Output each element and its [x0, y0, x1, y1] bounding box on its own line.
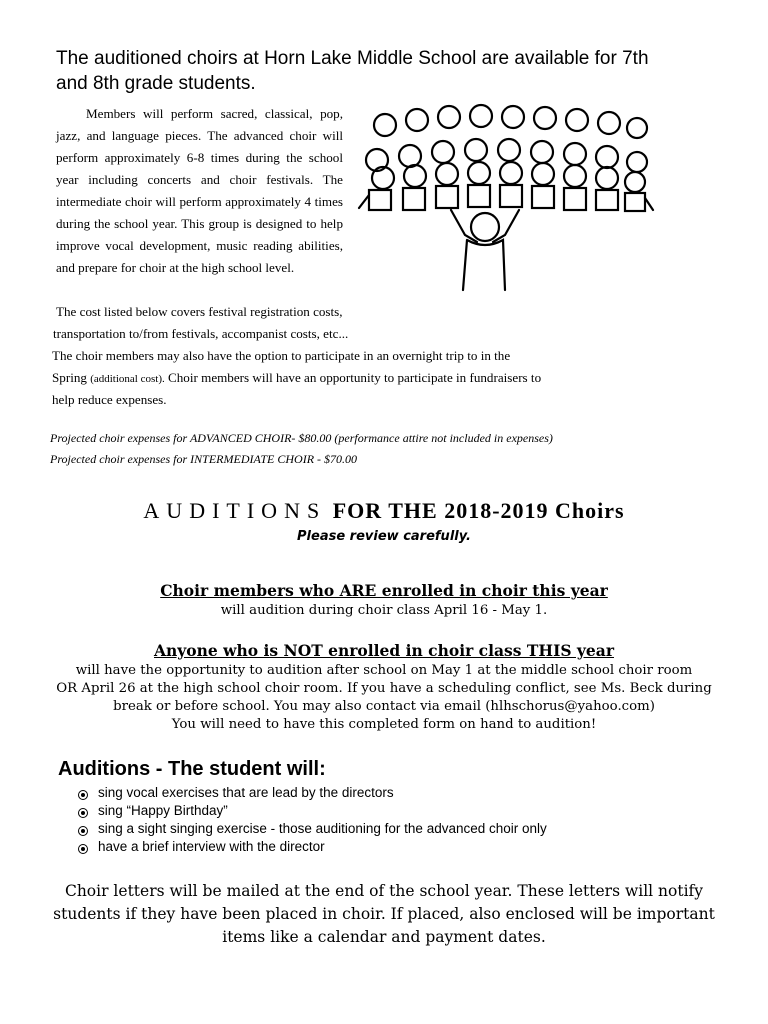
- not-enrolled-line-1: will have the opportunity to audition after school on May 1 at the middle school choir room: [75, 663, 693, 678]
- enrolled-body: will audition during choir class April 16 - May 1.: [220, 603, 548, 618]
- conductor-figure: [451, 210, 519, 290]
- title-year: FOR THE 2018-2019 Choirs: [332, 498, 625, 523]
- title-auditions: AUDITIONS: [143, 498, 327, 523]
- bullet-icon: [78, 826, 88, 836]
- list-item: sing vocal exercises that are lead by the directors: [78, 784, 547, 802]
- not-enrolled-line-2: OR April 26 at the high school choir room. If you have a scheduling conflict, see Ms. Beck during: [56, 681, 712, 696]
- bullet-icon: [78, 844, 88, 854]
- closing-paragraph: Choir letters will be mailed at the end of the school year. These letters will notify students if they have been placed in choir. If placed, also enclosed will be important items like a calendar and payment dates.: [53, 882, 715, 946]
- intro-paragraph: Members will perform sacred, classical, pop, jazz, and language pieces. The advanced choir will perform approximately 6-8 times during the school year including concerts and choir festivals. The intermediate choir will perform approximately 4 times during the school year. This group is designed to help improve vocal development, music reading abilities, and prepare for choir at the high school level.: [56, 106, 343, 275]
- trip-line-2: [52, 367, 541, 390]
- list-item: sing “Happy Birthday”: [78, 802, 547, 820]
- headline: The auditioned choirs at Horn Lake Middle School are available for 7th and 8th grade students.: [56, 48, 649, 94]
- expense-intermediate: Projected choir expenses for INTERMEDIATE CHOIR - $70.00: [50, 452, 358, 466]
- auditions-list: [78, 784, 547, 856]
- choir-illustration: [355, 100, 660, 295]
- choir-front-row: [359, 162, 653, 211]
- list-item: sing a sight singing exercise - those auditioning for the advanced choir only: [78, 820, 547, 838]
- choir-back-row: [374, 105, 647, 138]
- cost-line-1: The cost listed below covers festival registration costs,: [56, 304, 343, 319]
- auditions-subtitle: Please review carefully.: [297, 529, 471, 544]
- trip-spring: Spring: [52, 370, 87, 385]
- not-enrolled-body: [40, 662, 728, 734]
- bullet-icon: [78, 790, 88, 800]
- expense-advanced: Projected choir expenses for ADVANCED CHOIR- $80.00 (performance attire not included in expenses): [50, 431, 553, 445]
- not-enrolled-heading: Anyone who is NOT enrolled in choir class THIS year: [154, 641, 614, 660]
- trip-line-3: help reduce expenses.: [52, 392, 167, 407]
- list-item: have a brief interview with the director: [78, 838, 547, 856]
- bullet-icon: [78, 808, 88, 818]
- not-enrolled-line-4: You will need to have this completed form on hand to audition!: [171, 717, 597, 732]
- trip-fundraisers: Choir members will have an opportunity to participate in fundraisers to: [168, 370, 542, 385]
- auditions-title: [0, 498, 768, 524]
- trip-line-1: The choir members may also have the option to participate in an overnight trip to in the: [52, 348, 511, 363]
- auditions-heading: Auditions - The student will:: [58, 758, 326, 780]
- enrolled-heading: Choir members who ARE enrolled in choir this year: [160, 581, 608, 600]
- cost-line-2: transportation to/from festivals, accompanist costs, etc...: [53, 326, 349, 341]
- trip-additional-cost: (additional cost).: [90, 373, 165, 385]
- not-enrolled-line-3: break or before school. You may also contact via email (hlhschorus@yahoo.com): [113, 699, 655, 714]
